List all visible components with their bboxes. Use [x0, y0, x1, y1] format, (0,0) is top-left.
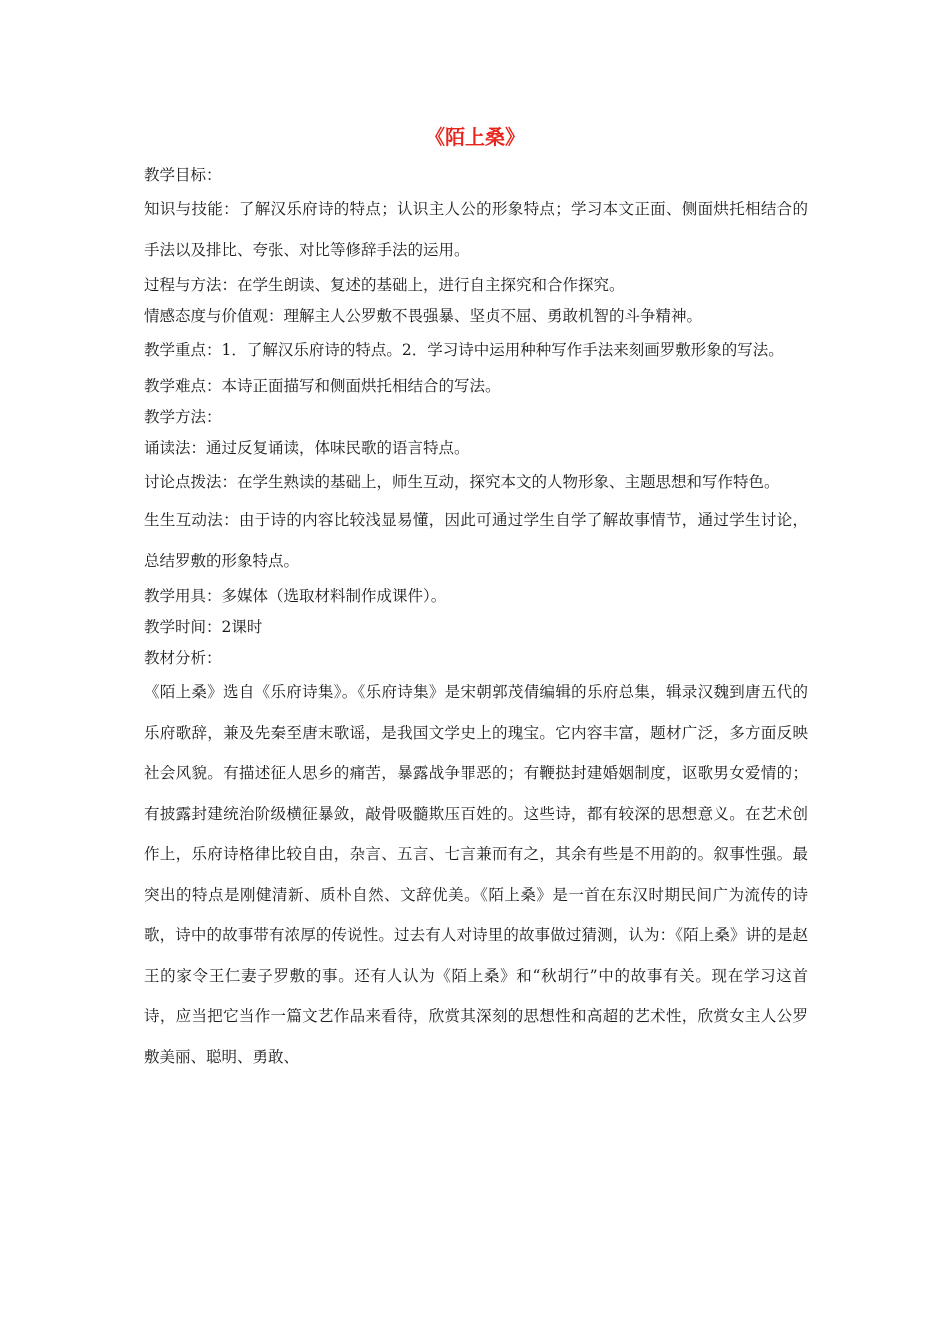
paragraph-material-analysis-heading: 教材分析：	[144, 649, 222, 667]
paragraph-process-method: 过程与方法：在学生朗读、复述的基础上，进行自主探究和合作探究。	[144, 276, 625, 294]
document-title: 《陌上桑》	[425, 125, 525, 149]
paragraph-material-analysis: 《陌上桑》选自《乐府诗集》。《乐府诗集》是宋朝郭茂倩编辑的乐府总集，辑录汉魏到唐五代的乐府歌辞，兼及先秦至唐末歌谣，是我国文学史上的瑰宝。它内容丰富，题材广泛，多方面反映社会风貌。有描述征人思乡的痛苦，暴露战争罪恶的；有鞭挞封建婚姻制度，讴歌男女爱情的；有披露封建统治阶级横征暴敛，敲骨吸髓欺压百姓的。这些诗，都有较深的思想意义。在艺术创作上，乐府诗格律比较自由，杂言、五言、七言兼而有之，其余有些是不用韵的。叙事性强。最突出的特点是刚健清新、质朴自然、文辞优美。《陌上桑》是一首在东汉时期民间广为流传的诗歌，诗中的故事带有浓厚的传说性。过去有人对诗里的故事做过猜测，认为：《陌上桑》讲的是赵王的家令王仁妻子罗敷的事。还有人认为《陌上桑》和“秋胡行”中的故事有关。现在学习这首诗，应当把它当作一篇文艺作品来看待，欣赏其深刻的思想性和高超的艺术性，欣赏女主人公罗敷美丽、聪明、勇敢、	[144, 683, 808, 1066]
paragraph-knowledge-skills: 知识与技能：了解汉乐府诗的特点；认识主人公的形象特点；学习本文正面、侧面烘托相结合的手法以及排比、夸张、对比等修辞手法的运用。	[144, 200, 808, 259]
paragraph-interaction-method: 生生互动法：由于诗的内容比较浅显易懂，因此可通过学生自学了解故事情节，通过学生讨论，总结罗敷的形象特点。	[144, 511, 808, 570]
paragraph-emotion-values: 情感态度与价值观：理解主人公罗敷不畏强暴、坚贞不屈、勇敢机智的斗争精神。	[144, 307, 703, 325]
paragraph-discussion-method: 讨论点拨法：在学生熟读的基础上，师生互动，探究本文的人物形象、主题思想和写作特色。	[144, 472, 780, 491]
paragraph-recitation-method: 诵读法：通过反复诵读，体味民歌的语言特点。	[144, 438, 470, 457]
document-body	[144, 160, 808, 1077]
paragraph-teaching-methods: 教学方法：	[144, 407, 222, 426]
paragraph-teaching-goals: 教学目标：	[144, 166, 222, 184]
paragraph-key-points: 教学重点：1．了解汉乐府诗的特点。2．学习诗中运用种种写作手法来刻画罗敷形象的写法。	[144, 341, 784, 359]
paragraph-teaching-tools: 教学用具：多媒体（选取材料制作成课件）。	[144, 587, 447, 605]
paragraph-teaching-time: 教学时间：2课时	[144, 618, 263, 636]
paragraph-difficulties: 教学难点：本诗正面描写和侧面烘托相结合的写法。	[144, 376, 501, 395]
